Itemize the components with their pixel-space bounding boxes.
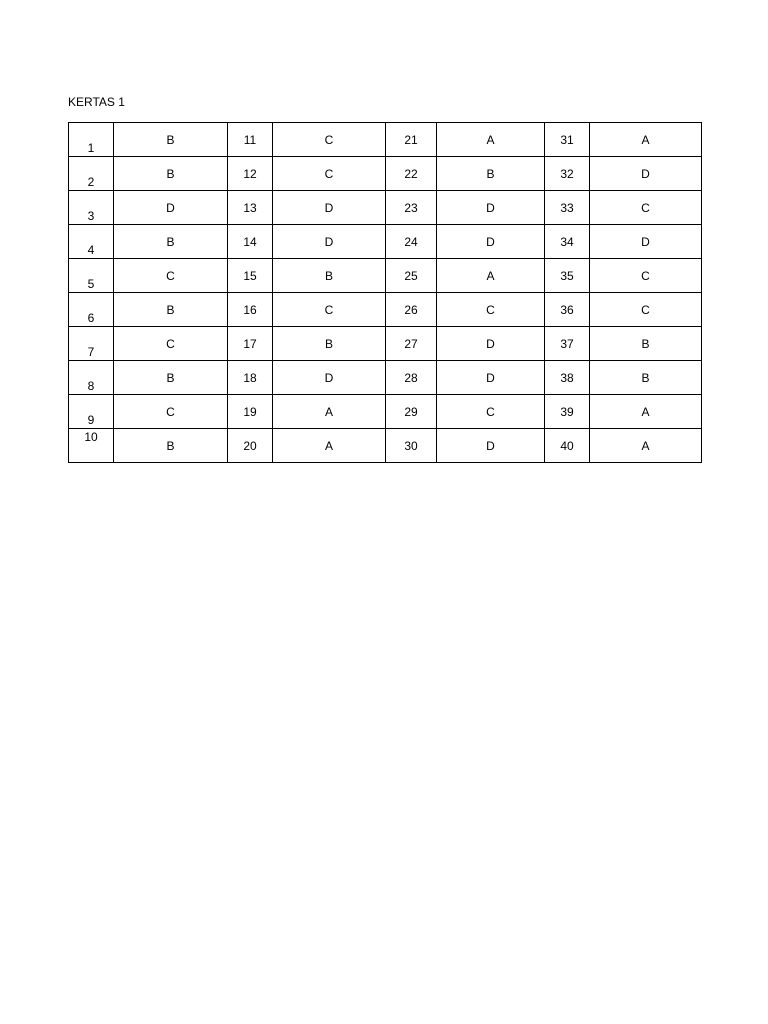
- answer-cell: C: [590, 191, 702, 225]
- answer-cell: D: [114, 191, 228, 225]
- table-row: [69, 157, 702, 191]
- question-number: 33: [545, 191, 590, 225]
- question-number: 2: [69, 157, 114, 191]
- question-number: 13: [228, 191, 273, 225]
- question-number: 30: [386, 429, 437, 463]
- question-number: 8: [69, 361, 114, 395]
- answer-cell: D: [437, 225, 545, 259]
- question-number: 15: [228, 259, 273, 293]
- answer-cell: A: [590, 395, 702, 429]
- question-number: 22: [386, 157, 437, 191]
- question-number: 24: [386, 225, 437, 259]
- question-number: 4: [69, 225, 114, 259]
- answer-cell: C: [437, 395, 545, 429]
- answer-cell: C: [273, 123, 386, 157]
- question-number: 37: [545, 327, 590, 361]
- question-number: 6: [69, 293, 114, 327]
- answer-cell: D: [590, 157, 702, 191]
- question-number: 3: [69, 191, 114, 225]
- answer-cell: C: [273, 157, 386, 191]
- table-row: [69, 395, 702, 429]
- table-row: [69, 259, 702, 293]
- page-title: KERTAS 1: [68, 95, 125, 109]
- answer-cell: D: [273, 225, 386, 259]
- answer-cell: A: [590, 429, 702, 463]
- answer-cell: B: [114, 293, 228, 327]
- answer-cell: A: [437, 123, 545, 157]
- question-number: 14: [228, 225, 273, 259]
- question-number: 28: [386, 361, 437, 395]
- question-number: 26: [386, 293, 437, 327]
- question-number: 17: [228, 327, 273, 361]
- answer-cell: B: [114, 429, 228, 463]
- answer-cell: A: [437, 259, 545, 293]
- answer-cell: A: [273, 395, 386, 429]
- question-number: 19: [228, 395, 273, 429]
- question-number: 32: [545, 157, 590, 191]
- table-row: [69, 123, 702, 157]
- question-number: 12: [228, 157, 273, 191]
- answer-cell: B: [273, 259, 386, 293]
- table-row: [69, 327, 702, 361]
- table-row: [69, 225, 702, 259]
- question-number: 29: [386, 395, 437, 429]
- table-row: [69, 361, 702, 395]
- question-number: 5: [69, 259, 114, 293]
- answer-cell: B: [590, 361, 702, 395]
- answer-key-table: [68, 122, 702, 463]
- answer-cell: C: [437, 293, 545, 327]
- answer-cell: B: [114, 361, 228, 395]
- answer-cell: A: [590, 123, 702, 157]
- table-row: [69, 191, 702, 225]
- answer-cell: D: [273, 361, 386, 395]
- answer-cell: C: [273, 293, 386, 327]
- answer-cell: D: [590, 225, 702, 259]
- question-number: 10: [69, 429, 114, 463]
- answer-cell: D: [437, 361, 545, 395]
- question-number: 16: [228, 293, 273, 327]
- answer-cell: C: [114, 395, 228, 429]
- question-number: 9: [69, 395, 114, 429]
- answer-cell: C: [590, 293, 702, 327]
- answer-cell: D: [437, 191, 545, 225]
- answer-cell: B: [273, 327, 386, 361]
- table-row: [69, 429, 702, 463]
- answer-cell: C: [114, 259, 228, 293]
- question-number: 1: [69, 123, 114, 157]
- question-number: 21: [386, 123, 437, 157]
- question-number: 35: [545, 259, 590, 293]
- answer-cell: B: [437, 157, 545, 191]
- question-number: 38: [545, 361, 590, 395]
- question-number: 18: [228, 361, 273, 395]
- answer-cell: C: [590, 259, 702, 293]
- answer-cell: D: [437, 429, 545, 463]
- question-number: 23: [386, 191, 437, 225]
- question-number: 34: [545, 225, 590, 259]
- question-number: 31: [545, 123, 590, 157]
- question-number: 20: [228, 429, 273, 463]
- question-number: 7: [69, 327, 114, 361]
- answer-cell: B: [114, 123, 228, 157]
- answer-cell: D: [437, 327, 545, 361]
- answer-cell: A: [273, 429, 386, 463]
- answer-cell: B: [114, 225, 228, 259]
- answer-cell: B: [590, 327, 702, 361]
- question-number: 11: [228, 123, 273, 157]
- question-number: 36: [545, 293, 590, 327]
- answer-cell: D: [273, 191, 386, 225]
- answer-cell: C: [114, 327, 228, 361]
- table-row: [69, 293, 702, 327]
- question-number: 25: [386, 259, 437, 293]
- question-number: 27: [386, 327, 437, 361]
- question-number: 40: [545, 429, 590, 463]
- answer-cell: B: [114, 157, 228, 191]
- question-number: 39: [545, 395, 590, 429]
